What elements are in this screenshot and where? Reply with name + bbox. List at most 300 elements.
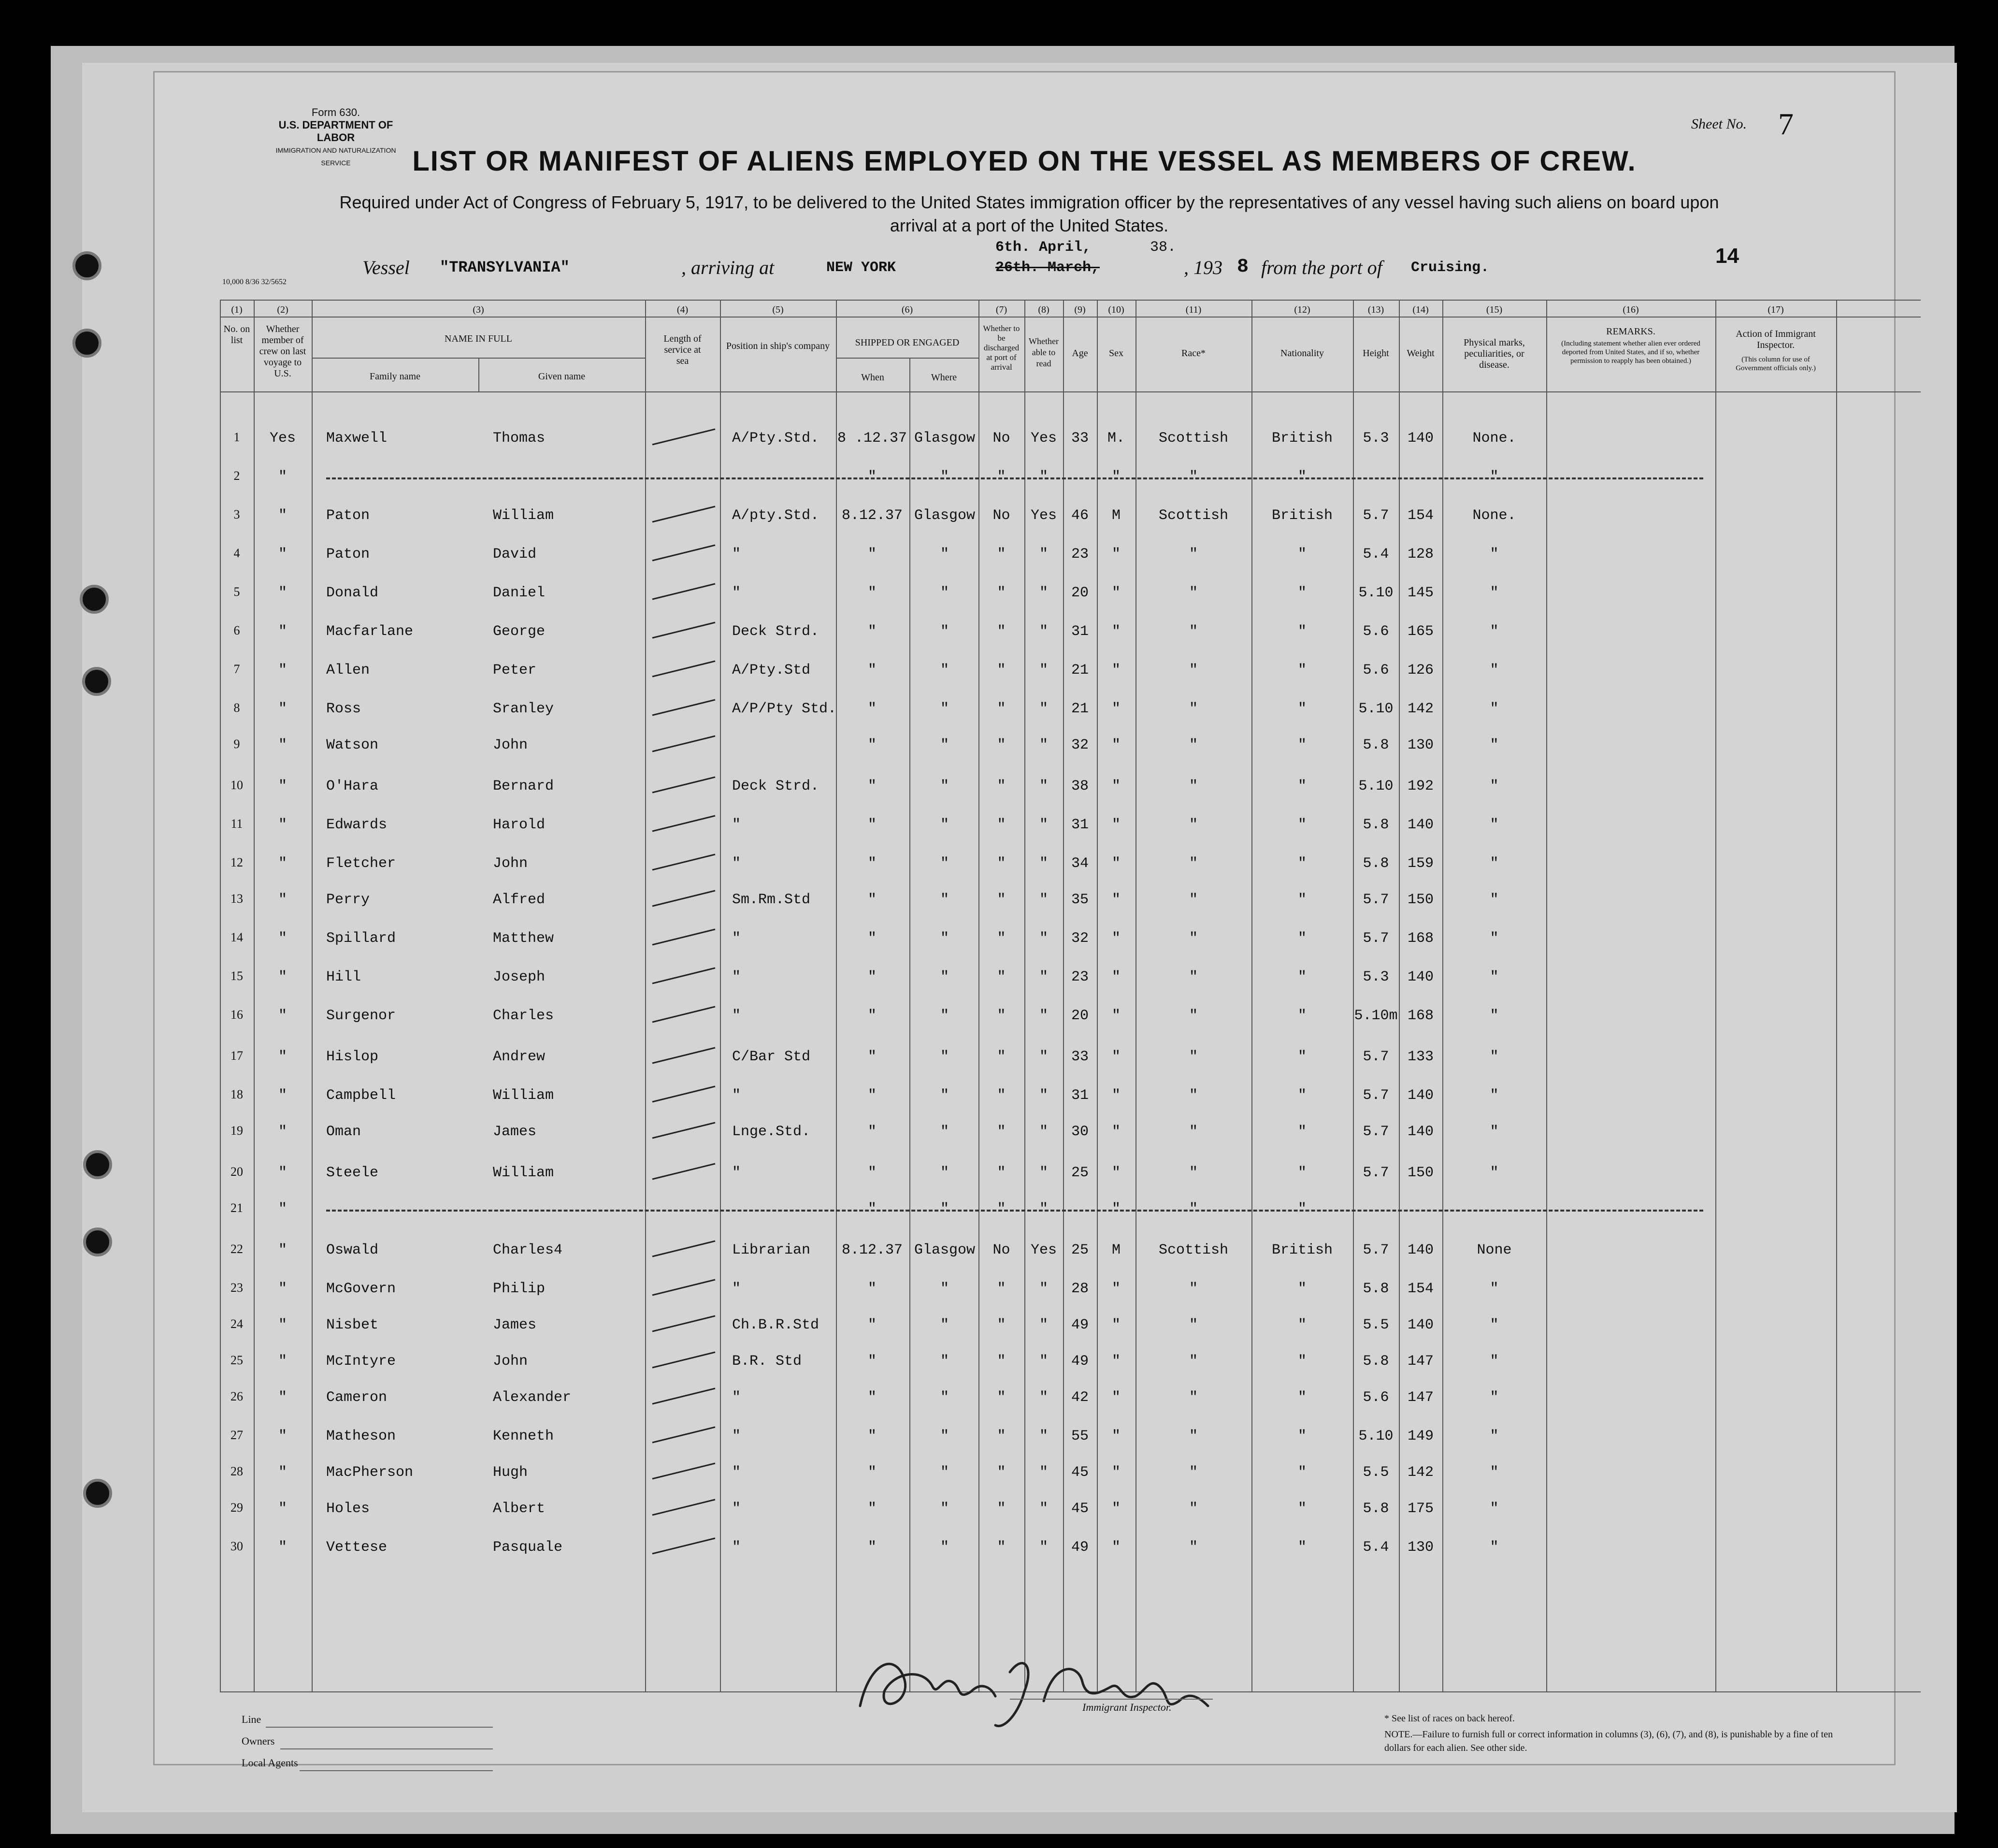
table-row: [155, 930, 1894, 959]
weight-cell: 130: [1407, 737, 1434, 753]
position-cell: ": [732, 546, 741, 563]
shipped-when-cell: ": [867, 1165, 877, 1181]
shipped-where-cell: ": [940, 1087, 949, 1104]
sex-cell: ": [1111, 1281, 1121, 1297]
given-name-cell: William: [493, 1165, 554, 1181]
discharge-cell: No: [992, 1242, 1010, 1258]
table-row: [155, 1501, 1894, 1530]
given-name-cell: David: [493, 546, 537, 563]
year-digit: 8: [1237, 256, 1249, 278]
family-name-cell: Nisbet: [326, 1317, 379, 1333]
age-cell: 20: [1071, 585, 1089, 601]
prev-voyage-cell: ": [278, 1242, 287, 1258]
able-to-read-cell: ": [1039, 855, 1048, 872]
discharge-cell: ": [997, 1464, 1006, 1481]
able-to-read-cell: Yes: [1030, 1242, 1057, 1258]
table-row: [155, 1087, 1894, 1116]
discharge-cell: ": [997, 1049, 1006, 1065]
prev-voyage-cell: Yes: [269, 430, 296, 447]
physical-marks-cell: ": [1490, 855, 1499, 872]
discharge-cell: ": [997, 1165, 1006, 1181]
nationality-cell: ": [1297, 892, 1307, 908]
discharge-cell: ": [997, 969, 1006, 985]
family-name-cell: Holes: [326, 1501, 370, 1517]
sex-cell: ": [1111, 1317, 1121, 1333]
table-colnum-rule: [220, 317, 1921, 318]
given-name-cell: Alfred: [493, 892, 546, 908]
row-number-cell: 21: [230, 1201, 243, 1215]
age-cell: 31: [1071, 623, 1089, 640]
physical-marks-cell: ": [1490, 546, 1499, 563]
service-length-mark: [650, 425, 718, 449]
family-name-cell: Campbell: [326, 1087, 396, 1104]
shipped-where-cell: ": [940, 1428, 949, 1444]
arriving-label: , arriving at: [681, 257, 775, 278]
race-cell: ": [1189, 1165, 1198, 1181]
prev-voyage-cell: ": [278, 737, 287, 753]
race-cell: ": [1189, 546, 1198, 563]
able-to-read-cell: ": [1039, 662, 1048, 679]
shipped-where-cell: ": [940, 1008, 949, 1024]
given-name-cell: John: [493, 855, 528, 872]
height-cell: 5.5: [1363, 1317, 1389, 1333]
age-cell: 31: [1071, 817, 1089, 833]
arriving-port: NEW YORK: [826, 260, 896, 276]
page-title: LIST OR MANIFEST OF ALIENS EMPLOYED ON THE VESSEL AS MEMBERS OF CREW.: [412, 145, 1637, 177]
vessel-label: Vessel: [362, 257, 410, 278]
race-cell: Scottish: [1158, 430, 1229, 447]
punch-hole: [83, 1150, 112, 1179]
shipped-where-cell: Glasgow: [914, 507, 976, 524]
row-number-cell: 25: [230, 1353, 243, 1367]
shipped-where-cell: Glasgow: [914, 1242, 976, 1258]
able-to-read-cell: ": [1039, 1124, 1048, 1140]
service-length-mark: [650, 580, 718, 604]
position-cell: ": [732, 1539, 741, 1556]
physical-marks-cell: None.: [1472, 507, 1516, 524]
table-row: [155, 1389, 1894, 1418]
nationality-cell: ": [1297, 469, 1307, 485]
service-length-mark: [650, 1496, 718, 1520]
height-cell: 5.8: [1363, 737, 1389, 753]
race-cell: ": [1189, 778, 1198, 794]
family-name-cell: O'Hara: [326, 778, 379, 794]
punch-hole: [72, 329, 101, 358]
col-head: Length of service at sea: [663, 333, 702, 366]
prev-voyage-cell: ": [278, 1317, 287, 1333]
row-number-cell: 9: [233, 737, 240, 751]
age-cell: 25: [1071, 1165, 1089, 1181]
physical-marks-cell: ": [1490, 969, 1499, 985]
prev-voyage-cell: ": [278, 469, 287, 485]
col-num: (3): [473, 304, 484, 315]
given-name-cell: Philip: [493, 1281, 546, 1297]
shipped-when-cell: ": [867, 1281, 877, 1297]
prev-voyage-cell: ": [278, 969, 287, 985]
sex-cell: ": [1111, 855, 1121, 872]
discharge-cell: ": [997, 1087, 1006, 1104]
physical-marks-cell: ": [1490, 817, 1499, 833]
col-head: NAME IN FULL: [445, 333, 512, 344]
col-head: Height: [1363, 348, 1389, 359]
height-cell: 5.7: [1363, 1124, 1389, 1140]
prev-voyage-cell: ": [278, 1389, 287, 1406]
able-to-read-cell: ": [1039, 892, 1048, 908]
race-cell: ": [1189, 1389, 1198, 1406]
service-length-mark: [650, 1423, 718, 1447]
table-row: [155, 1428, 1894, 1457]
row-number-cell: 24: [230, 1317, 243, 1331]
col-head: Physical marks, peculiarities, or disease.: [1464, 337, 1525, 370]
service-length-mark: [650, 541, 718, 565]
discharge-cell: ": [997, 930, 1006, 947]
position-cell: ": [732, 1281, 741, 1297]
col-num: (11): [1185, 304, 1202, 315]
service-length-mark: [650, 657, 718, 681]
col-head: REMARKS.: [1606, 326, 1655, 337]
nationality-cell: ": [1297, 1087, 1307, 1104]
shipped-when-cell: ": [867, 817, 877, 833]
height-cell: 5.7: [1363, 1242, 1389, 1258]
service-length-mark: [650, 1276, 718, 1300]
punch-hole: [82, 667, 111, 696]
family-name-cell: Spillard: [326, 930, 396, 947]
prev-voyage-cell: ": [278, 546, 287, 563]
able-to-read-cell: Yes: [1030, 507, 1057, 524]
given-name-cell: Matthew: [493, 930, 554, 947]
discharge-cell: ": [997, 778, 1006, 794]
service-length-mark: [650, 1044, 718, 1068]
shipped-where-cell: ": [940, 1317, 949, 1333]
nationality-cell: ": [1297, 1428, 1307, 1444]
sheet-label: Sheet No.: [1691, 116, 1747, 132]
physical-marks-cell: ": [1490, 1087, 1499, 1104]
weight-cell: 175: [1407, 1501, 1434, 1517]
race-cell: ": [1189, 1201, 1198, 1217]
position-cell: Deck Strd.: [732, 623, 819, 640]
sex-cell: ": [1111, 817, 1121, 833]
physical-marks-cell: ": [1490, 1281, 1499, 1297]
physical-marks-cell: ": [1490, 1165, 1499, 1181]
position-cell: A/Pty.Std.: [732, 430, 819, 447]
shipped-when-cell: ": [867, 623, 877, 640]
shipped-where-cell: ": [940, 1281, 949, 1297]
service-length-mark: [650, 851, 718, 875]
given-name-cell: Alexander: [493, 1389, 572, 1406]
physical-marks-cell: ": [1490, 892, 1499, 908]
height-cell: 5.7: [1363, 1165, 1389, 1181]
table-row: [155, 1165, 1894, 1194]
row-number-cell: 16: [230, 1008, 243, 1022]
shipped-when-cell: ": [867, 1501, 877, 1517]
discharge-cell: ": [997, 623, 1006, 640]
family-name-cell: McIntyre: [326, 1353, 396, 1370]
nationality-cell: ": [1297, 701, 1307, 717]
height-cell: 5.8: [1363, 817, 1389, 833]
shipped-where-cell: ": [940, 930, 949, 947]
discharge-cell: ": [997, 1428, 1006, 1444]
sex-cell: ": [1111, 1008, 1121, 1024]
able-to-read-cell: ": [1039, 817, 1048, 833]
given-name-cell: Albert: [493, 1501, 546, 1517]
age-cell: 42: [1071, 1389, 1089, 1406]
sex-cell: ": [1111, 1389, 1121, 1406]
table-row: [155, 430, 1894, 459]
able-to-read-cell: ": [1039, 1201, 1048, 1217]
service-length-mark: [650, 812, 718, 836]
shipped-when-cell: 8.12.37: [841, 507, 903, 524]
physical-marks-cell: ": [1490, 469, 1499, 485]
shipped-when-cell: ": [867, 1464, 877, 1481]
weight-cell: 168: [1407, 1008, 1434, 1024]
able-to-read-cell: ": [1039, 1087, 1048, 1104]
family-name-cell: Macfarlane: [326, 623, 414, 640]
col-head: Whether member of crew on last voyage to U.S.: [259, 324, 306, 379]
sex-cell: ": [1111, 969, 1121, 985]
able-to-read-cell: ": [1039, 1428, 1048, 1444]
table-row: [155, 1539, 1894, 1568]
service-length-mark: [650, 925, 718, 950]
able-to-read-cell: ": [1039, 1317, 1048, 1333]
nationality-cell: British: [1271, 1242, 1333, 1258]
weight-cell: 133: [1407, 1049, 1434, 1065]
physical-marks-cell: ": [1490, 1317, 1499, 1333]
able-to-read-cell: ": [1039, 623, 1048, 640]
weight-cell: 142: [1407, 1464, 1434, 1481]
height-cell: 5.10: [1358, 701, 1394, 717]
sex-cell: ": [1111, 1464, 1121, 1481]
sex-cell: ": [1111, 546, 1121, 563]
nationality-cell: ": [1297, 969, 1307, 985]
sheet-number: 7: [1778, 107, 1794, 141]
able-to-read-cell: ": [1039, 701, 1048, 717]
given-name-cell: Joseph: [493, 969, 546, 985]
age-cell: 49: [1071, 1539, 1089, 1556]
col-head: Nationality: [1280, 348, 1324, 359]
sex-cell: ": [1111, 1165, 1121, 1181]
discharge-cell: No: [992, 430, 1010, 447]
age-cell: 46: [1071, 507, 1089, 524]
signature-rule: [1010, 1699, 1213, 1700]
family-name-cell: Edwards: [326, 817, 388, 833]
able-to-read-cell: ": [1039, 1165, 1048, 1181]
sex-cell: ": [1111, 662, 1121, 679]
col-note: (This column for use of Government officials only.): [1736, 356, 1816, 372]
shipped-when-cell: ": [867, 1539, 877, 1556]
from-label: from the port of: [1261, 257, 1382, 278]
able-to-read-cell: ": [1039, 585, 1048, 601]
row-number-cell: 8: [233, 701, 240, 715]
row-number-cell: 19: [230, 1124, 243, 1138]
row-number-cell: 27: [230, 1428, 243, 1442]
discharge-cell: ": [997, 1281, 1006, 1297]
table-row: [155, 855, 1894, 884]
shipped-when-cell: ": [867, 1124, 877, 1140]
shipped-where-cell: ": [940, 623, 949, 640]
nationality-cell: ": [1297, 1353, 1307, 1370]
punch-hole: [83, 1479, 112, 1508]
shipped-when-cell: ": [867, 1389, 877, 1406]
nationality-cell: ": [1297, 930, 1307, 947]
nationality-cell: ": [1297, 1008, 1307, 1024]
sex-cell: ": [1111, 1353, 1121, 1370]
shipped-when-cell: 8 .12.37: [837, 430, 907, 447]
service-length-mark: [650, 1459, 718, 1484]
able-to-read-cell: ": [1039, 1464, 1048, 1481]
race-cell: ": [1189, 1539, 1198, 1556]
prev-voyage-cell: ": [278, 1201, 287, 1217]
weight-cell: 140: [1407, 430, 1434, 447]
position-cell: ": [732, 1501, 741, 1517]
position-cell: Deck Strd.: [732, 778, 819, 794]
position-cell: C/Bar Std: [732, 1049, 811, 1065]
family-name-cell: Oswald: [326, 1242, 379, 1258]
discharge-cell: ": [997, 1317, 1006, 1333]
race-cell: ": [1189, 1087, 1198, 1104]
row-number-cell: 12: [230, 855, 243, 869]
table-row: [155, 1008, 1894, 1037]
height-cell: 5.7: [1363, 1049, 1389, 1065]
shipped-where-cell: ": [940, 817, 949, 833]
given-name-cell: James: [493, 1124, 537, 1140]
service-length-mark: [650, 773, 718, 797]
age-cell: 32: [1071, 737, 1089, 753]
age-cell: 55: [1071, 1428, 1089, 1444]
able-to-read-cell: ": [1039, 1539, 1048, 1556]
punch-hole: [80, 585, 109, 614]
shipped-when-cell: ": [867, 1201, 877, 1217]
weight-cell: 147: [1407, 1353, 1434, 1370]
shipped-when-cell: ": [867, 969, 877, 985]
able-to-read-cell: ": [1039, 469, 1048, 485]
service-length-mark: [650, 696, 718, 720]
sex-cell: ": [1111, 701, 1121, 717]
weight-cell: 149: [1407, 1428, 1434, 1444]
agents-rule: [300, 1770, 493, 1771]
physical-marks-cell: ": [1490, 778, 1499, 794]
able-to-read-cell: ": [1039, 737, 1048, 753]
given-name-cell: Andrew: [493, 1049, 546, 1065]
note: [1384, 1728, 1848, 1755]
nationality-cell: ": [1297, 1317, 1307, 1333]
weight-cell: 140: [1407, 1087, 1434, 1104]
discharge-cell: No: [992, 507, 1010, 524]
service-length-mark: [650, 1083, 718, 1107]
nationality-cell: ": [1297, 1201, 1307, 1217]
table-row: [155, 662, 1894, 691]
discharge-cell: ": [997, 1389, 1006, 1406]
note-races: * See list of races on back hereof.: [1384, 1713, 1515, 1724]
age-cell: 30: [1071, 1124, 1089, 1140]
service-length-mark: [650, 1119, 718, 1143]
weight-cell: 154: [1407, 507, 1434, 524]
table-row: [155, 701, 1894, 730]
sex-cell: ": [1111, 469, 1121, 485]
col-head: Race*: [1181, 348, 1206, 359]
col-num: (14): [1412, 304, 1429, 315]
discharge-cell: ": [997, 817, 1006, 833]
owners-rule: [280, 1748, 493, 1749]
age-cell: 31: [1071, 1087, 1089, 1104]
race-cell: ": [1189, 1428, 1198, 1444]
able-to-read-cell: ": [1039, 1501, 1048, 1517]
sex-cell: M.: [1107, 430, 1125, 447]
age-cell: 23: [1071, 546, 1089, 563]
height-cell: 5.3: [1363, 969, 1389, 985]
race-cell: Scottish: [1158, 1242, 1229, 1258]
race-cell: ": [1189, 701, 1198, 717]
prev-voyage-cell: ": [278, 1008, 287, 1024]
nationality-cell: ": [1297, 1501, 1307, 1517]
shipped-where-cell: ": [940, 855, 949, 872]
table-row: [155, 546, 1894, 575]
age-cell: 35: [1071, 892, 1089, 908]
row-number-cell: 11: [230, 817, 243, 831]
row-number-cell: 23: [230, 1281, 243, 1295]
family-name-cell: Cameron: [326, 1389, 388, 1406]
age-cell: 49: [1071, 1317, 1089, 1333]
race-cell: ": [1189, 1464, 1198, 1481]
page-mark: 14: [1715, 244, 1739, 268]
service-length-mark: [650, 619, 718, 643]
discharge-cell: ": [997, 1539, 1006, 1556]
position-cell: A/Pty.Std: [732, 662, 811, 679]
shipped-when-cell: ": [867, 546, 877, 563]
age-cell: 45: [1071, 1501, 1089, 1517]
shipped-where-cell: ": [940, 1464, 949, 1481]
prev-voyage-cell: ": [278, 892, 287, 908]
physical-marks-cell: ": [1490, 662, 1499, 679]
prev-voyage-cell: ": [278, 1281, 287, 1297]
given-name-cell: John: [493, 1353, 528, 1370]
row-number-cell: 3: [233, 507, 240, 521]
given-name-cell: Charles4: [493, 1242, 563, 1258]
row-number-cell: 1: [233, 430, 240, 444]
prev-voyage-cell: ": [278, 623, 287, 640]
physical-marks-cell: None.: [1472, 430, 1516, 447]
position-cell: B.R. Std: [732, 1353, 802, 1370]
age-cell: 33: [1071, 1049, 1089, 1065]
col-num: (6): [901, 304, 913, 315]
race-cell: ": [1189, 1353, 1198, 1370]
sex-cell: ": [1111, 1539, 1121, 1556]
year-handwritten: 38.: [1150, 239, 1177, 256]
row-number-cell: 30: [230, 1539, 243, 1553]
race-cell: ": [1189, 1124, 1198, 1140]
weight-cell: 140: [1407, 1317, 1434, 1333]
able-to-read-cell: ": [1039, 778, 1048, 794]
weight-cell: 142: [1407, 701, 1434, 717]
family-name-cell: Fletcher: [326, 855, 396, 872]
col-subhead: Given name: [538, 371, 586, 382]
sex-cell: ": [1111, 623, 1121, 640]
given-name-cell: Charles: [493, 1008, 554, 1024]
col-head: Age: [1072, 348, 1088, 359]
age-cell: 20: [1071, 1008, 1089, 1024]
col-num: (1): [231, 304, 243, 315]
col-head: Position in ship's company: [726, 341, 830, 351]
table-row: [155, 969, 1894, 998]
position-cell: ": [732, 1165, 741, 1181]
nationality-cell: ": [1297, 546, 1307, 563]
print-code: 10,000 8/36 32/5652: [222, 278, 287, 286]
height-cell: 5.4: [1363, 1539, 1389, 1556]
service-length-mark: [650, 1160, 718, 1184]
physical-marks-cell: ": [1490, 1464, 1499, 1481]
weight-cell: 145: [1407, 585, 1434, 601]
table-row: [155, 1353, 1894, 1382]
height-cell: 5.8: [1363, 855, 1389, 872]
